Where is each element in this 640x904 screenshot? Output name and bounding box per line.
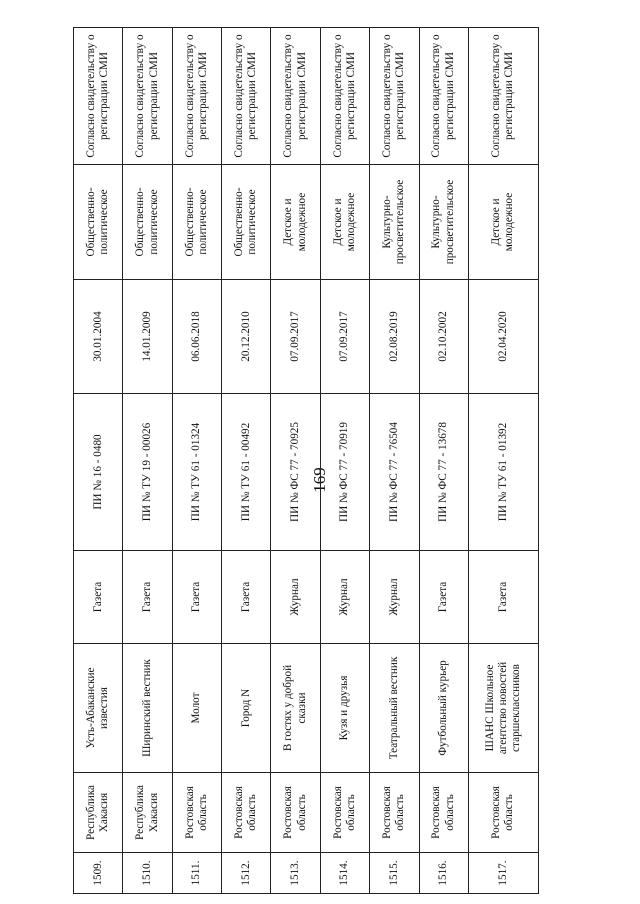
table-row [468,28,538,894]
media-type-cell: Журнал [320,551,369,644]
region-cell: Ростовская область [222,773,271,853]
row-number: 1515. [370,853,419,894]
media-type-cell: Газета [419,551,468,644]
registration-number-cell: ПИ № ТУ 61 - 01392 [468,394,538,551]
territory-cell: Согласно свидетельству о регистрации СМИ [222,28,271,165]
media-type-cell: Газета [172,551,221,644]
specialization-cell: Общественно-политическое [74,165,123,280]
registration-date-cell: 02.08.2019 [370,280,419,394]
media-name-cell: Ширинский вестник [123,644,172,773]
page-number-text: 169 [310,467,329,493]
row-number: 1510. [123,853,172,894]
registration-date-cell: 07.09.2017 [271,280,320,394]
specialization-cell: Общественно-политическое [172,165,221,280]
media-type-cell: Газета [222,551,271,644]
media-type-cell: Журнал [370,551,419,644]
registration-date-cell: 06.06.2018 [172,280,221,394]
registration-number-cell: ПИ № ТУ 19 - 00026 [123,394,172,551]
region-cell: Ростовская область [370,773,419,853]
registration-number-cell: ПИ № ФС 77 - 70919 [320,394,369,551]
row-number: 1512. [222,853,271,894]
row-number: 1514. [320,853,369,894]
specialization-cell: Общественно-политическое [222,165,271,280]
registration-number-cell: ПИ № ФС 77 - 13678 [419,394,468,551]
territory-cell: Согласно свидетельству о регистрации СМИ [370,28,419,165]
table-row [419,28,468,894]
media-name-cell: Кузя и друзья [320,644,369,773]
registration-number-cell: ПИ № 16 - 0480 [74,394,123,551]
territory-cell: Согласно свидетельству о регистрации СМИ [172,28,221,165]
table-row [320,28,369,894]
registration-date-cell: 20.12.2010 [222,280,271,394]
row-number: 1516. [419,853,468,894]
specialization-cell: Детское и молодежное [320,165,369,280]
media-name-cell: Молот [172,644,221,773]
territory-cell: Согласно свидетельству о регистрации СМИ [320,28,369,165]
media-name-cell: В гостях у доброй сказки [271,644,320,773]
row-number: 1517. [468,853,538,894]
region-cell: Ростовская область [320,773,369,853]
registry-table [73,27,539,894]
registration-number-cell: ПИ № ФС 77 - 76504 [370,394,419,551]
media-type-cell: Газета [468,551,538,644]
territory-cell: Согласно свидетельству о регистрации СМИ [123,28,172,165]
table-row [74,28,123,894]
specialization-cell: Общественно-политическое [123,165,172,280]
media-name-cell: Футбольный курьер [419,644,468,773]
media-name-cell: Усть-Абаканские известия [74,644,123,773]
registration-number-cell: ПИ № ТУ 61 - 00492 [222,394,271,551]
table-row [370,28,419,894]
specialization-cell: Культурно-просветительское [370,165,419,280]
region-cell: Ростовская область [419,773,468,853]
region-cell: Ростовская область [172,773,221,853]
region-cell: Республика Хакасия [74,773,123,853]
media-type-cell: Газета [74,551,123,644]
row-number: 1511. [172,853,221,894]
registry-table-rotated [73,34,539,894]
table-row [123,28,172,894]
specialization-cell: Детское и молодежное [468,165,538,280]
registration-number-cell: ПИ № ТУ 61 - 01324 [172,394,221,551]
media-type-cell: Газета [123,551,172,644]
region-cell: Ростовская область [271,773,320,853]
territory-cell: Согласно свидетельству о регистрации СМИ [468,28,538,165]
registration-date-cell: 14.01.2009 [123,280,172,394]
media-name-cell: Театральный вестник [370,644,419,773]
table-row [222,28,271,894]
media-name-cell: ШАНС Школьное агентство новостей старшеклассников [468,644,538,773]
region-cell: Республика Хакасия [123,773,172,853]
specialization-cell: Культурно-просветительское [419,165,468,280]
region-cell: Ростовская область [468,773,538,853]
territory-cell: Согласно свидетельству о регистрации СМИ [74,28,123,165]
registration-date-cell: 02.10.2002 [419,280,468,394]
table-row [172,28,221,894]
media-type-cell: Журнал [271,551,320,644]
territory-cell: Согласно свидетельству о регистрации СМИ [419,28,468,165]
registration-number-cell: ПИ № ФС 77 - 70925 [271,394,320,551]
registration-date-cell: 07.09.2017 [320,280,369,394]
registration-date-cell: 30.01.2004 [74,280,123,394]
table-row [271,28,320,894]
registration-date-cell: 02.04.2020 [468,280,538,394]
row-number: 1513. [271,853,320,894]
specialization-cell: Детское и молодежное [271,165,320,280]
territory-cell: Согласно свидетельству о регистрации СМИ [271,28,320,165]
media-name-cell: Город N [222,644,271,773]
row-number: 1509. [74,853,123,894]
